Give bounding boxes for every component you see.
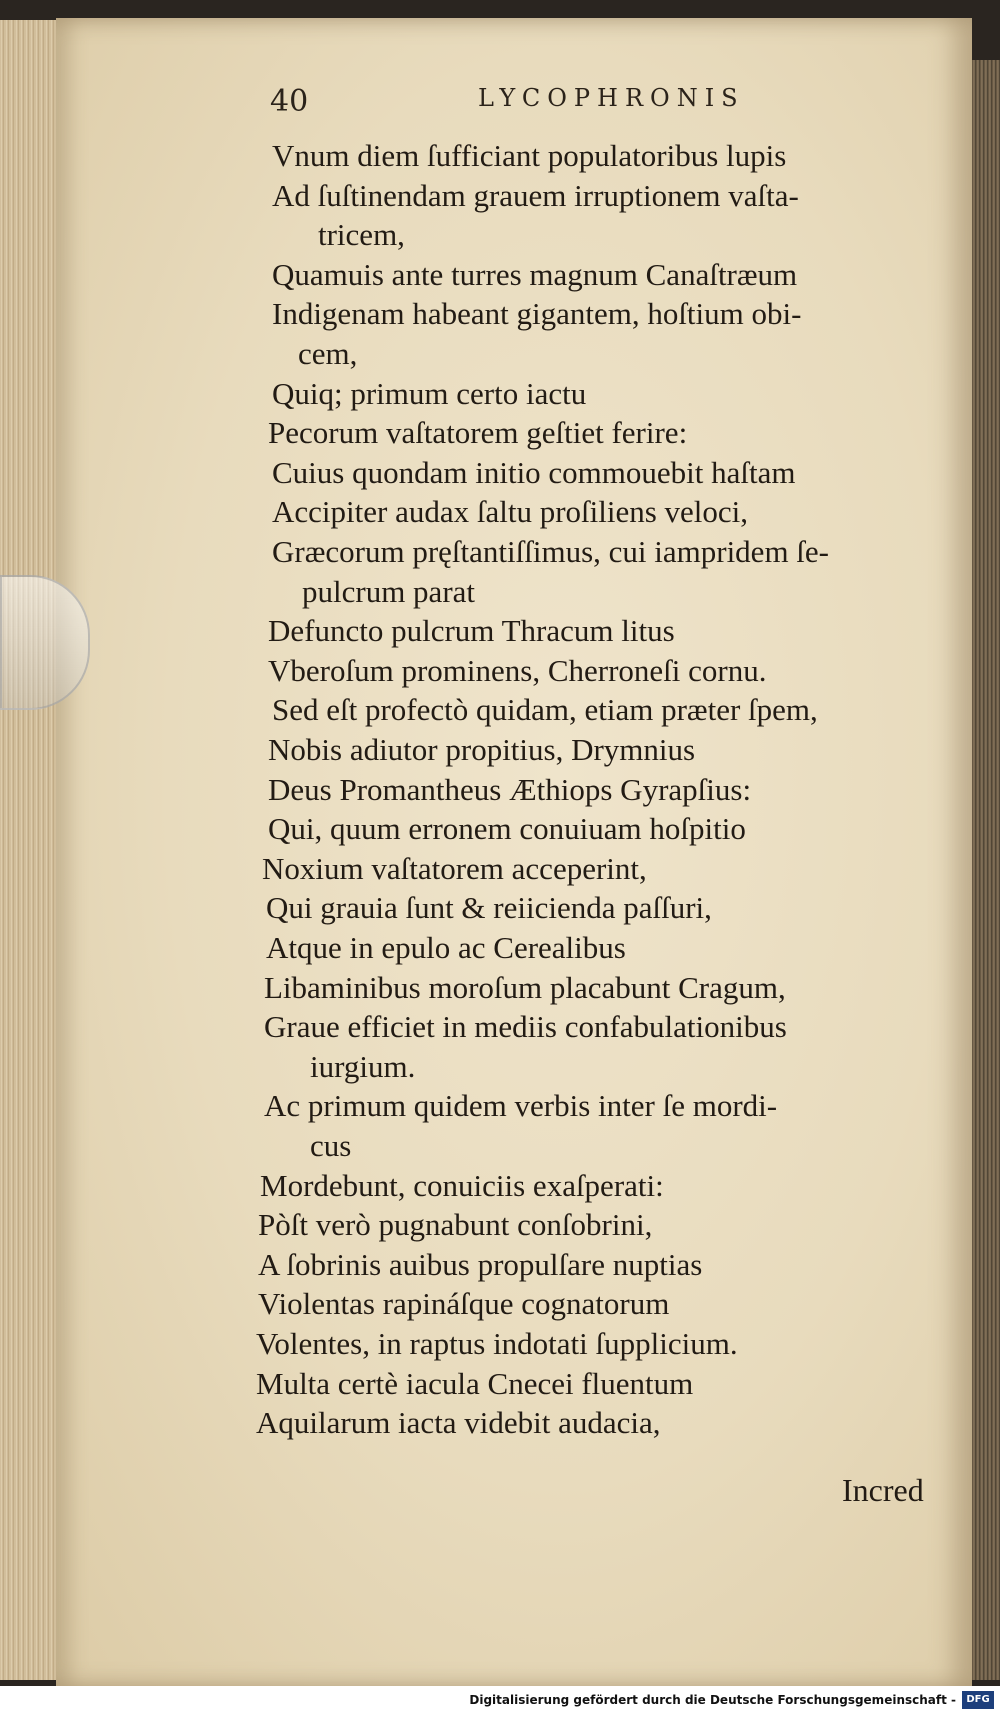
catchword: Incred xyxy=(842,1472,924,1508)
verse-line: Quiq; primum certo iactu xyxy=(272,375,587,411)
funding-credit: Digitalisierung gefördert durch die Deutsche Forschungsgemeinschaft - xyxy=(469,1693,956,1707)
verse-line: Graue efficiet in mediis confabulationibus xyxy=(264,1009,787,1045)
page-edges xyxy=(972,60,1000,1680)
verse-line: Indigenam habeant gigantem, hoſtium obi- xyxy=(272,296,802,332)
verse-line: Quamuis ante turres magnum Canaſtræum xyxy=(272,256,798,292)
verse-line: Græcorum pręſtantiſſimus, cui iampridem ſe- xyxy=(272,534,830,569)
verse-line: Ad ſuſtinendam grauem irruptionem vaſta- xyxy=(272,177,799,213)
verse-line: Accipiter audax ſaltu proſiliens veloci, xyxy=(272,494,749,530)
verse-line: Violentas rapináſque cognatorum xyxy=(258,1286,670,1322)
verse-line: Deus Promantheus Æthiops Gyrapſius: xyxy=(268,771,752,807)
verse-line: Pecorum vaſtatorem geſtiet ferire: xyxy=(268,415,688,451)
verse-line: tricem, xyxy=(318,217,405,253)
verse-line: cem, xyxy=(298,336,358,371)
verse-line: Cuius quondam initio commouebit haſtam xyxy=(272,454,796,490)
verse-line: Aquilarum iacta videbit audacia, xyxy=(256,1405,661,1441)
verse-line: iurgium. xyxy=(310,1048,416,1084)
verse-line: Ac primum quidem verbis inter ſe mordi- xyxy=(264,1088,778,1124)
verse-line: cus xyxy=(310,1128,352,1163)
verse-line: Mordebunt, conuiciis exaſperati: xyxy=(260,1167,664,1203)
verse-line: Volentes, in raptus indotati ſupplicium. xyxy=(256,1326,738,1361)
dfg-logo-icon: DFG xyxy=(962,1691,994,1709)
verse-line: pulcrum parat xyxy=(302,573,476,609)
verse-line: Qui grauia ſunt & reiicienda paſſuri, xyxy=(266,890,712,926)
verse-line: Libaminibus moroſum placabunt Cragum, xyxy=(264,969,786,1005)
verse-line: Vberoſum prominens, Cherroneſi cornu. xyxy=(268,652,767,688)
book-binding xyxy=(0,20,62,1680)
verse-line: Nobis adiutor propitius, Drymnius xyxy=(268,732,696,767)
page-number: 40 xyxy=(270,84,309,119)
running-head: LYCOPHRONIS xyxy=(478,84,745,112)
verse-line: Pòſt verò pugnabunt conſobrini, xyxy=(258,1207,653,1243)
verse-line: Atque in epulo ac Cerealibus xyxy=(266,930,626,965)
verse-line: Qui, quum erronem conuiuam hoſpitio xyxy=(268,811,746,847)
verse-line: Sed eſt profectò quidam, etiam præter ſpem, xyxy=(272,692,818,728)
verse-line: Noxium vaſtatorem acceperint, xyxy=(262,850,647,886)
verse-line: Vnum diem ſufficiant populatoribus lupis xyxy=(272,138,787,173)
digitization-footer xyxy=(0,1686,1000,1716)
verse-line: A ſobrinis auibus propulſare nuptias xyxy=(258,1246,703,1282)
verse-line: Defuncto pulcrum Thracum litus xyxy=(268,613,675,649)
verse-line: Multa certè iacula Cnecei fluentum xyxy=(256,1365,694,1401)
